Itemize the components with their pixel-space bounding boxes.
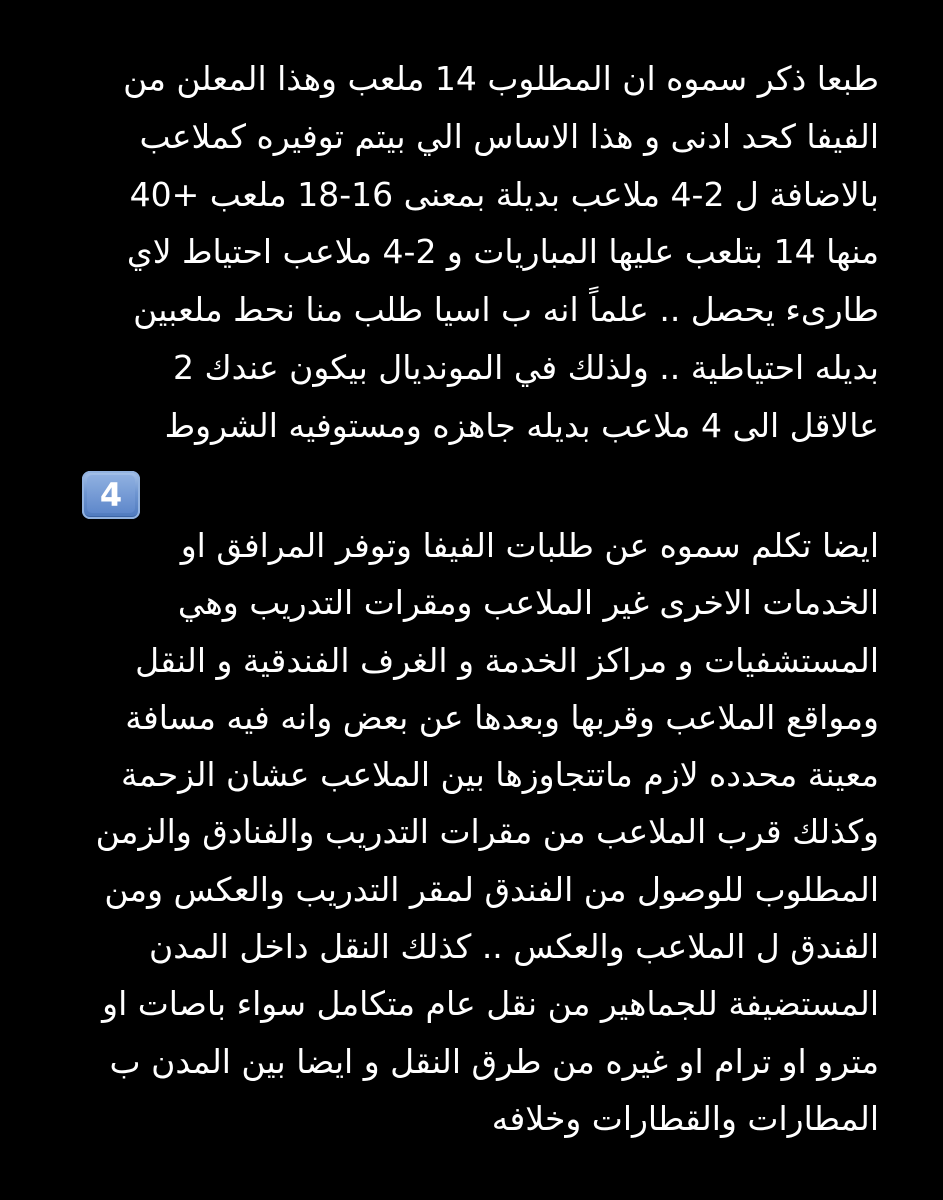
text-line: معينة محدده لازم ماتتجاوزها بين الملاعب عشان الزحمة [120,755,879,795]
text-line: المطارات والقطارات وخلافه [491,1098,879,1138]
keycap-digit-four-icon [82,471,140,519]
text-line: ايضا تكلم سموه عن طلبات الفيفا وتوفر المرافق او [180,526,879,565]
text-line: مترو او ترام او غيره من طرق النقل و ايضا بين المدن ب [109,1041,879,1081]
text-line: بديله احتياطية .. ولذلك في المونديال بيكون عندك 2 [172,347,879,387]
text-line: منها 14 بتلعب عليها المباريات و 2-4 ملاعب احتياط لاي [126,232,879,272]
text-line: المستشفيات و مراكز الخدمة و الغرف الفندقية و النقل [135,640,879,680]
paragraph-1 [59,50,879,455]
paragraph-2 [59,517,879,1147]
text-line: وكذلك قرب الملاعب من مقرات التدريب والفنادق والزمن [95,812,879,852]
text-line: المطلوب للوصول من الفندق لمقر التدريب والعكس ومن [104,869,879,909]
text-line: ومواقع الملاعب وقربها وبعدها عن بعض وانه فيه مسافة [125,697,879,737]
text-line: الخدمات الاخرى غير الملاعب ومقرات التدريب وهي [177,583,879,623]
text-line: طبعا ذكر سموه ان المطلوب 14 ملعب وهذا المعلن من [123,59,879,98]
text-line: بالاضافة ل 2-4 ملاعب بديلة بمعنى 16-18 ملعب +40 [129,174,879,214]
keycap-digit: 4 [99,476,123,514]
text-line: طارىء يحصل .. علماً انه ب اسيا طلب منا نحط ملعبين [133,290,879,330]
text-line: المستضيفة للجماهير من نقل عام متكامل سواء باصات او [102,984,879,1024]
text-line: الفيفا كحد ادنى و هذا الاساس الي بيتم توفيره كملاعب [139,116,879,156]
text-line: عالاقل الى 4 ملاعب بديله جاهزه ومستوفيه الشروط [164,405,879,445]
text-line: الفندق ل الملاعب والعكس .. كذلك النقل داخل المدن [148,927,879,967]
